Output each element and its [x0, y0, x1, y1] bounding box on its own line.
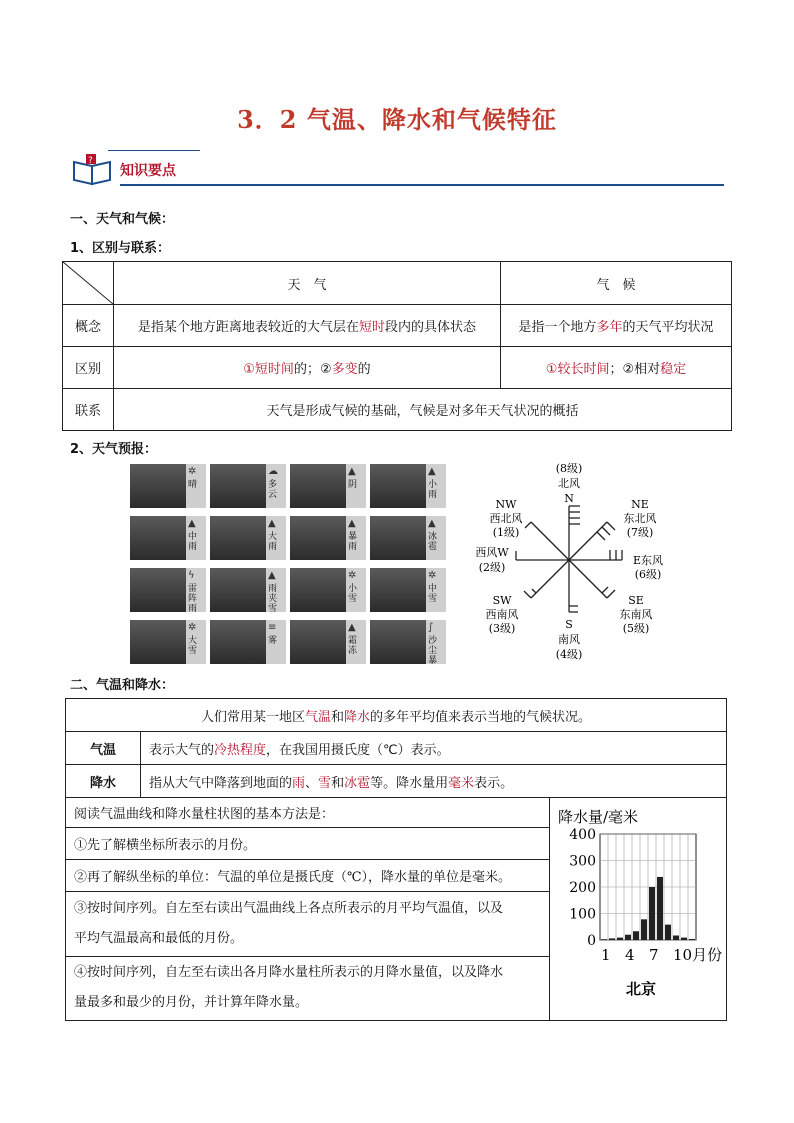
- chart-ytick-label: 100: [569, 906, 596, 923]
- weather-photo: [130, 516, 186, 560]
- weather-symbol-icon: ✲: [188, 466, 197, 477]
- e-name: E东风: [632, 554, 664, 567]
- weather-symbol-icon: ▲: [348, 518, 356, 529]
- wind-barb: [602, 587, 608, 593]
- weather-symbol-icon: ϟ: [188, 570, 195, 581]
- chart-xtick-label: 10月份: [673, 946, 723, 964]
- section-header: [72, 152, 724, 186]
- wind-barb: [524, 591, 531, 598]
- method-row: ③按时间序列。自左至右读出气温曲线上各点所表示的月平均气温值，以及 平均气温最高和最低的月份。: [66, 892, 550, 956]
- e-level: (6级): [634, 568, 662, 581]
- book-icon: [72, 152, 116, 186]
- weather-icon: [130, 568, 206, 612]
- col-weather: 天 气: [114, 262, 501, 305]
- precip-label: 降水: [66, 765, 141, 798]
- weather-symbol-icon: ∫: [428, 622, 434, 633]
- svg-text:?: ?: [88, 156, 93, 166]
- nw-dir: NW: [495, 498, 517, 511]
- section-label: 知识要点: [120, 163, 176, 179]
- weather-label: 雷阵雨: [188, 584, 198, 614]
- weather-label: 雾: [268, 636, 278, 646]
- precipitation-chart: [550, 798, 726, 1016]
- method-row: ①先了解横坐标所表示的月份。: [66, 828, 550, 860]
- temp-definition: 表示大气的冷热程度，在我国用摄氏度（℃）表示。: [141, 732, 727, 765]
- s-dir: S: [565, 618, 573, 631]
- wind-shaft-nw: [531, 522, 569, 560]
- weather-symbol-icon: ☁: [268, 466, 278, 477]
- ne-dir: NE: [631, 498, 649, 511]
- weather-icon: [370, 464, 446, 508]
- weather-icon: [290, 568, 366, 612]
- wind-shaft-se: [569, 560, 607, 598]
- temp-precip-table: [65, 698, 727, 798]
- weather-photo: [210, 568, 266, 612]
- chart-ytick-label: 300: [569, 853, 596, 870]
- w-level: (2级): [478, 561, 506, 574]
- weather-symbol-icon: ▲: [268, 518, 276, 529]
- weather-icon: [370, 568, 446, 612]
- n-level: (8级): [555, 462, 583, 475]
- wind-shaft-sw: [531, 560, 569, 598]
- precip-bar-1: [601, 939, 607, 940]
- weather-photo: [130, 620, 186, 664]
- method-row: ②再了解纵坐标的单位：气温的单位是摄氏度（℃），降水量的单位是毫米。: [66, 860, 550, 892]
- precip-bar-8: [657, 877, 663, 940]
- weather-symbol-icon: ▲: [428, 466, 436, 477]
- row-label: 概念: [63, 305, 114, 347]
- chart-xtick-label: 7: [649, 946, 659, 964]
- chart-ytick-label: 0: [587, 933, 596, 949]
- weather-label: 中雨: [188, 532, 198, 552]
- weather-photo: [290, 464, 346, 508]
- weather-label: 晴: [188, 480, 198, 490]
- w-name: 西风W: [475, 546, 509, 559]
- wind-barb: [602, 527, 610, 535]
- method-row: 阅读气温曲线和降水量柱状图的基本方法是：: [66, 798, 550, 828]
- weather-photo: [210, 464, 266, 508]
- weather-symbol-icon: ▲: [428, 518, 436, 529]
- weather-label: 大雪: [188, 636, 198, 656]
- precip-bar-9: [665, 925, 671, 940]
- weather-icon: [370, 620, 446, 664]
- row-label: 联系: [63, 389, 114, 431]
- weather-photo: [290, 620, 346, 664]
- method-row: ④按时间序列，自左至右读出各月降水量柱所表示的月降水量值，以及降水 量最多和最少的月份，并计算年降水量。: [66, 956, 550, 1020]
- weather-symbol-icon: ✲: [348, 570, 357, 581]
- weather-icon: [210, 620, 286, 664]
- sw-name: 西南风: [485, 608, 519, 621]
- weather-symbol-icon: ▲: [348, 622, 356, 633]
- weather-icon: [290, 620, 366, 664]
- wind-shaft-ne: [569, 522, 607, 560]
- precip-bar-3: [617, 938, 623, 940]
- weather-icon: [210, 464, 286, 508]
- wind-barb: [607, 522, 615, 530]
- heading-forecast: 2、天气预报：: [70, 442, 158, 457]
- weather-symbol-icon: ▲: [348, 466, 356, 477]
- se-dir: SE: [628, 594, 644, 607]
- weather-photo: [290, 568, 346, 612]
- weather-difference: ①短时间的；②多变的: [114, 347, 501, 389]
- precip-bar-10: [673, 935, 679, 940]
- weather-symbol-icon: ✲: [188, 622, 197, 633]
- weather-climate-table: [62, 261, 732, 431]
- chart-xtick-label: 4: [625, 946, 635, 964]
- precip-bar-2: [609, 938, 615, 940]
- weather-concept: 是指某个地方距离地表较近的大气层在短时段内的具体状态: [114, 305, 501, 347]
- diagonal-cell: [63, 262, 114, 305]
- weather-icon: [370, 516, 446, 560]
- weather-symbol-icon: ▲: [268, 570, 276, 581]
- precip-bar-11: [681, 938, 687, 940]
- nw-level: (1级): [492, 526, 520, 539]
- weather-label: 霜冻: [348, 636, 358, 656]
- precip-definition: 指从大气中降落到地面的雨、雪和冰雹等。降水量用毫米表示。: [141, 765, 727, 798]
- weather-icon: [210, 516, 286, 560]
- weather-icon: [130, 516, 206, 560]
- se-level: (5级): [622, 622, 650, 635]
- ne-name: 东北风: [623, 512, 657, 525]
- chart-title: 北京: [626, 980, 657, 998]
- weather-photo: [290, 516, 346, 560]
- weather-label: 暴雨: [348, 532, 358, 552]
- sw-dir: SW: [492, 594, 512, 607]
- weather-icon: [290, 464, 366, 508]
- chart-xtick-label: 1: [601, 946, 611, 964]
- weather-photo: [370, 464, 426, 508]
- ne-level: (7级): [626, 526, 654, 539]
- weather-label: 中雪: [428, 584, 438, 604]
- relation-text: 天气是形成气候的基础，气候是对多年天气状况的概括: [114, 389, 732, 431]
- weather-label: 小雪: [348, 584, 358, 604]
- weather-symbol-icon: ▲: [188, 518, 196, 529]
- chart-cell: [550, 798, 727, 1021]
- wind-barb: [607, 590, 615, 598]
- weather-photo: [370, 516, 426, 560]
- heading-temp-precip: 二、气温和降水：: [70, 678, 175, 693]
- weather-photo: [130, 464, 186, 508]
- n-dir: N: [564, 492, 574, 505]
- sw-level: (3级): [488, 622, 516, 635]
- weather-photo: [210, 620, 266, 664]
- precip-bar-7: [649, 887, 655, 940]
- weather-icon: [210, 568, 286, 612]
- weather-symbol-icon: ✲: [428, 570, 437, 581]
- weather-label: 多云: [268, 480, 278, 500]
- reading-method-table: [65, 797, 727, 1021]
- temp-label: 气温: [66, 732, 141, 765]
- chart-ylabel: 降水量/毫米: [558, 808, 639, 826]
- climate-concept: 是指一个地方多年的天气平均状况: [500, 305, 731, 347]
- precip-bar-5: [633, 931, 639, 940]
- page-title: 3．2 气温、降水和气候特征: [237, 105, 557, 134]
- wind-barb: [532, 589, 536, 593]
- weather-label: 阴: [348, 480, 358, 490]
- n-name: 北风: [558, 477, 580, 490]
- nw-name: 西北风: [489, 512, 523, 525]
- weather-icon: [130, 464, 206, 508]
- weather-label: 雨夹雪: [268, 584, 278, 614]
- weather-label: 小雨: [428, 480, 438, 500]
- wind-rose-diagram: [462, 458, 702, 668]
- weather-symbol-icon: ≡: [268, 622, 277, 633]
- weather-icon: [130, 620, 206, 664]
- weather-photo: [210, 516, 266, 560]
- precip-bar-6: [641, 919, 647, 940]
- wind-barb: [525, 522, 531, 528]
- weather-photo: [130, 568, 186, 612]
- weather-label: 沙尘暴: [428, 636, 438, 666]
- chart-ytick-label: 200: [569, 880, 596, 896]
- weather-photo: [370, 620, 426, 664]
- weather-photo: [370, 568, 426, 612]
- wind-barb: [597, 532, 605, 540]
- weather-icon: [290, 516, 366, 560]
- col-climate: 气 候: [500, 262, 731, 305]
- s-name: 南风: [558, 633, 580, 646]
- climate-difference: ①较长时间；②相对稳定: [500, 347, 731, 389]
- weather-label: 冰雹: [428, 532, 438, 552]
- weather-label: 大雨: [268, 532, 278, 552]
- s-level: (4级): [555, 648, 583, 661]
- precip-bar-4: [625, 935, 631, 940]
- se-name: 东南风: [619, 608, 653, 621]
- heading-difference: 1、区别与联系：: [70, 241, 171, 256]
- heading-weather-climate: 一、天气和气候：: [70, 212, 175, 227]
- chart-ytick-label: 400: [569, 827, 596, 843]
- precip-bar-12: [689, 939, 695, 940]
- intro-text: 人们常用某一地区气温和降水的多年平均值来表示当地的气候状况。: [66, 699, 727, 732]
- row-label: 区别: [63, 347, 114, 389]
